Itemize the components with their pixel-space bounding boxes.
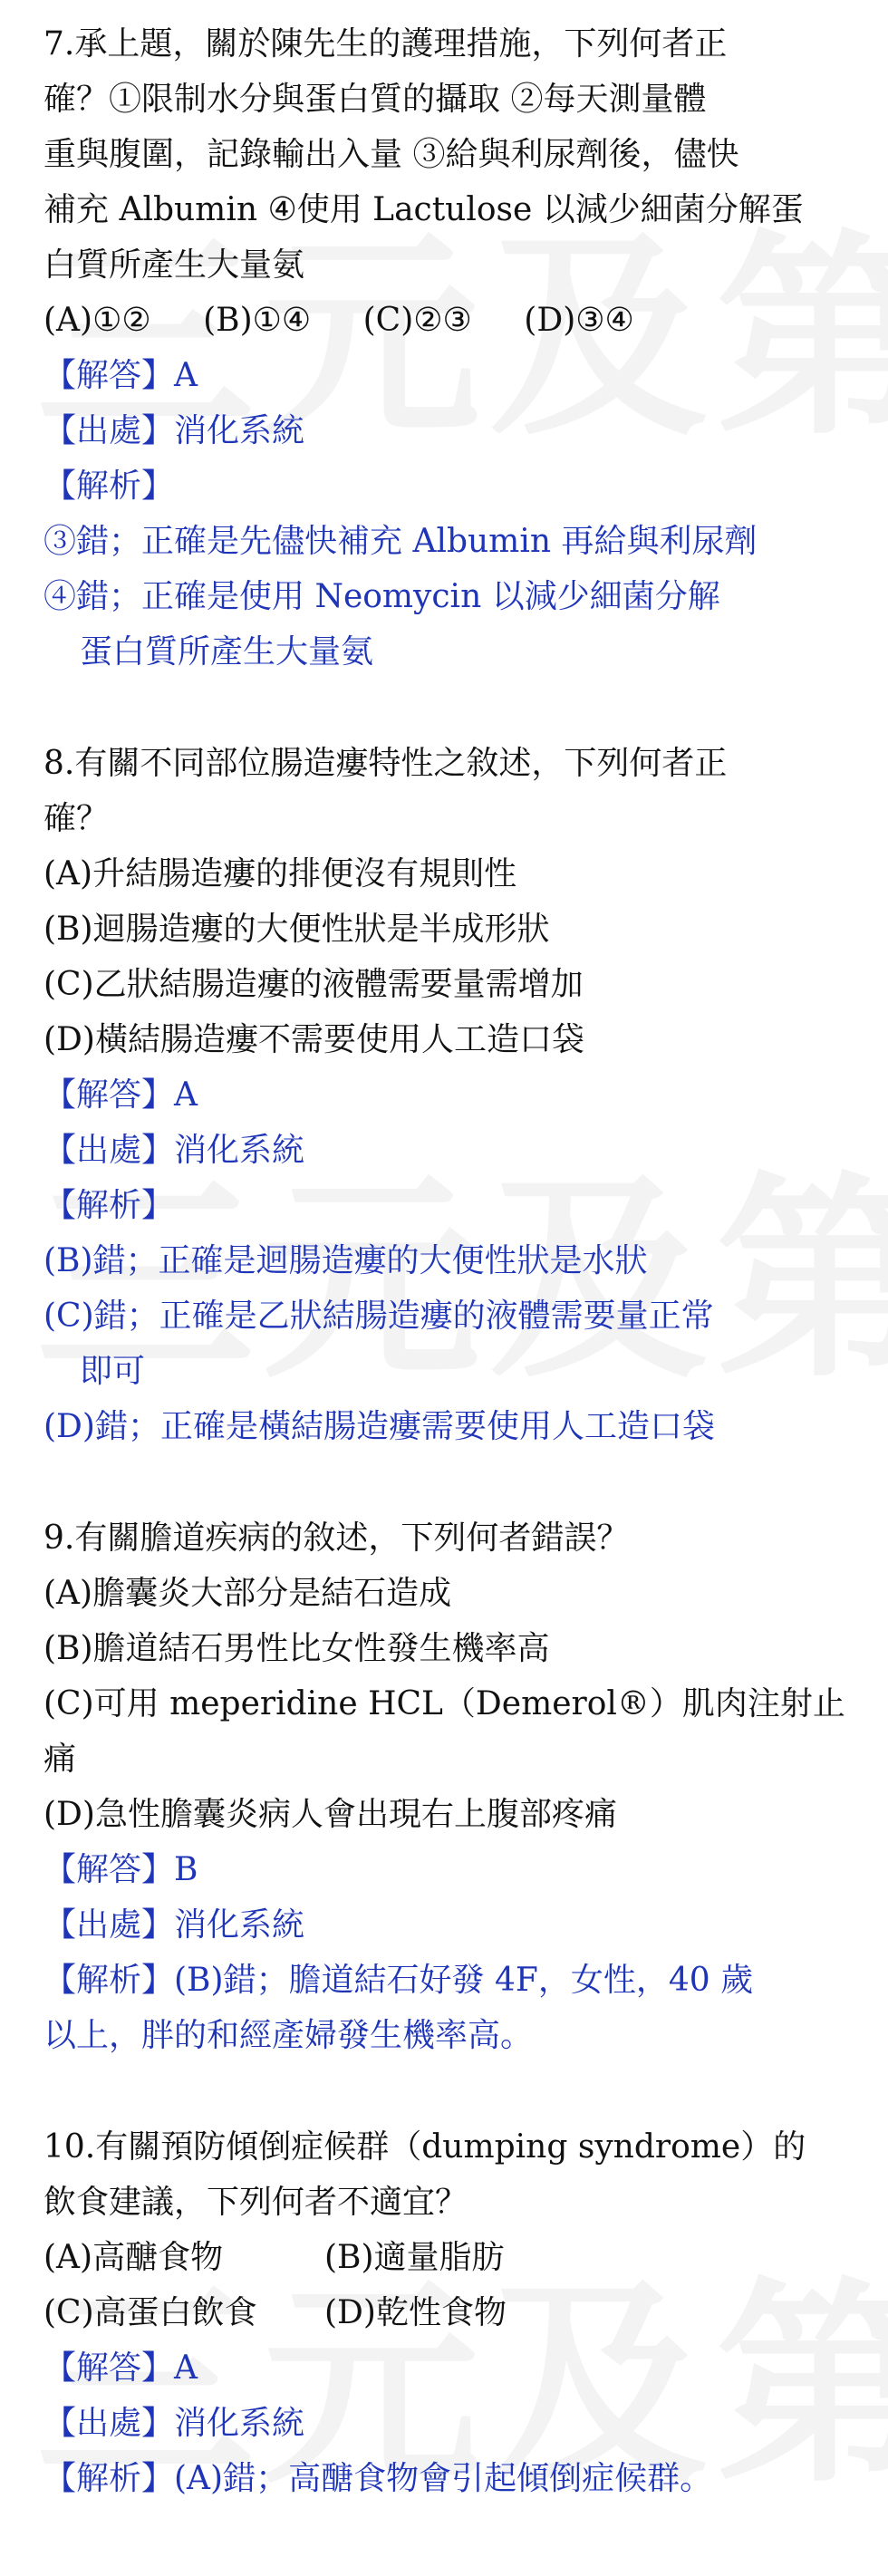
option-a: (A)膽囊炎大部分是結石造成 bbox=[43, 1575, 452, 1612]
option-b: (B)膽道結石男性比女性發生機率高 bbox=[43, 1630, 550, 1667]
question-10 bbox=[43, 2119, 859, 2506]
analysis-line: 以上，胖的和經產婦發生機率高。 bbox=[43, 2017, 534, 2054]
option-c: (C)②③ bbox=[362, 302, 472, 339]
analysis-label: 【解析】 bbox=[43, 1187, 175, 1224]
answer-block bbox=[43, 2340, 859, 2506]
question-stem: 8.有關不同部位腸造瘻特性之敘述，下列何者正 確？ (A)升結腸造瘻的排便沒有規則性 (B)迴腸造瘻的大便性狀是半成形狀 (C)乙狀結腸造瘻的液體需要量需增加 (D)橫結腸造瘻不需要使用人工造口袋 bbox=[43, 736, 859, 1067]
source-line: 【出處】消化系統 bbox=[43, 2405, 305, 2442]
option-d: (D)橫結腸造瘻不需要使用人工造口袋 bbox=[43, 1021, 584, 1058]
option-c-cont: 痛 bbox=[43, 1741, 77, 1778]
answer-line: 【解答】A bbox=[43, 2349, 198, 2387]
answer-line: 【解答】B bbox=[43, 1851, 198, 1888]
option-b: (B)①④ bbox=[203, 302, 312, 339]
analysis-line: (B)錯；正確是迴腸造瘻的大便性狀是水狀 bbox=[43, 1242, 648, 1279]
options-row bbox=[43, 2285, 859, 2340]
spacer bbox=[43, 2063, 859, 2119]
answer-block bbox=[43, 1067, 859, 1454]
question-9 bbox=[43, 1510, 859, 2063]
analysis-line: (D)錯；正確是橫結腸造瘻需要使用人工造口袋 bbox=[43, 1408, 715, 1445]
option-c: (C)高蛋白飲食 bbox=[43, 2294, 257, 2331]
analysis-line: ③錯；正確是先儘快補充 Albumin 再給與利尿劑 bbox=[43, 523, 758, 560]
option-b: (B)適量脂肪 bbox=[324, 2239, 505, 2276]
analysis-line: (C)錯；正確是乙狀結腸造瘻的液體需要量正常 bbox=[43, 1298, 714, 1335]
analysis-line: 即可 bbox=[80, 1353, 146, 1390]
option-c: (C)乙狀結腸造瘻的液體需要量需增加 bbox=[43, 966, 584, 1003]
question-8 bbox=[43, 736, 859, 1454]
analysis-label: 【解析】 bbox=[43, 468, 175, 505]
question-stem: 10.有關預防傾倒症候群（dumping syndrome）的 飲食建議，下列何者不適宜？ (A)高醣食物 (B)適量脂肪 (C)高蛋白飲食 (D)乾性食物 bbox=[43, 2119, 859, 2340]
source-line: 【出處】消化系統 bbox=[43, 412, 305, 449]
spacer bbox=[43, 680, 859, 736]
analysis-line: ④錯；正確是使用 Neomycin 以減少細菌分解 bbox=[43, 578, 720, 615]
question-stem: 9.有關膽道疾病的敘述，下列何者錯誤？ (A)膽囊炎大部分是結石造成 (B)膽道結石男性比女性發生機率高 (C)可用 meperidine HCL（Demerol®）肌肉注射止 痛 (D)急性膽囊炎病人會出現右上腹部疼痛 bbox=[43, 1510, 859, 1842]
option-c: (C)可用 meperidine HCL（Demerol®）肌肉注射止 bbox=[43, 1685, 845, 1722]
question-7 bbox=[43, 16, 859, 680]
answer-line: 【解答】A bbox=[43, 357, 198, 394]
answer-block bbox=[43, 1842, 859, 2063]
option-b: (B)迴腸造瘻的大便性狀是半成形狀 bbox=[43, 911, 550, 948]
options-row bbox=[43, 293, 859, 348]
document-body bbox=[43, 16, 859, 2506]
spacer bbox=[43, 1454, 859, 1510]
source-line: 【出處】消化系統 bbox=[43, 1906, 305, 1944]
answer-block bbox=[43, 348, 859, 680]
option-a: (A)高醣食物 bbox=[43, 2239, 224, 2276]
analysis-line: 【解析】(A)錯；高醣食物會引起傾倒症候群。 bbox=[43, 2460, 713, 2497]
source-line: 【出處】消化系統 bbox=[43, 1132, 305, 1169]
options-row bbox=[43, 2230, 859, 2285]
analysis-line: 蛋白質所產生大量氨 bbox=[80, 633, 374, 671]
question-stem: 7.承上題，關於陳先生的護理措施，下列何者正 確？①限制水分與蛋白質的攝取 ②每天測量體 重與腹圍，記錄輸出入量 ③給與利尿劑後，儘快 補充 Albumin ④使用 Lactulose 以減少細菌分解蛋 白質所產生大量氨 (A)①② (B)①④ (C)②③ (D)③④ bbox=[43, 16, 859, 348]
option-a: (A)①② bbox=[43, 302, 151, 339]
option-d: (D)乾性食物 bbox=[324, 2294, 507, 2331]
option-d: (D)③④ bbox=[524, 302, 634, 339]
answer-line: 【解答】A bbox=[43, 1076, 198, 1114]
option-a: (A)升結腸造瘻的排便沒有規則性 bbox=[43, 855, 517, 892]
option-d: (D)急性膽囊炎病人會出現右上腹部疼痛 bbox=[43, 1796, 617, 1833]
analysis-line: 【解析】(B)錯；膽道結石好發 4F，女性，40 歲 bbox=[43, 1962, 754, 1999]
